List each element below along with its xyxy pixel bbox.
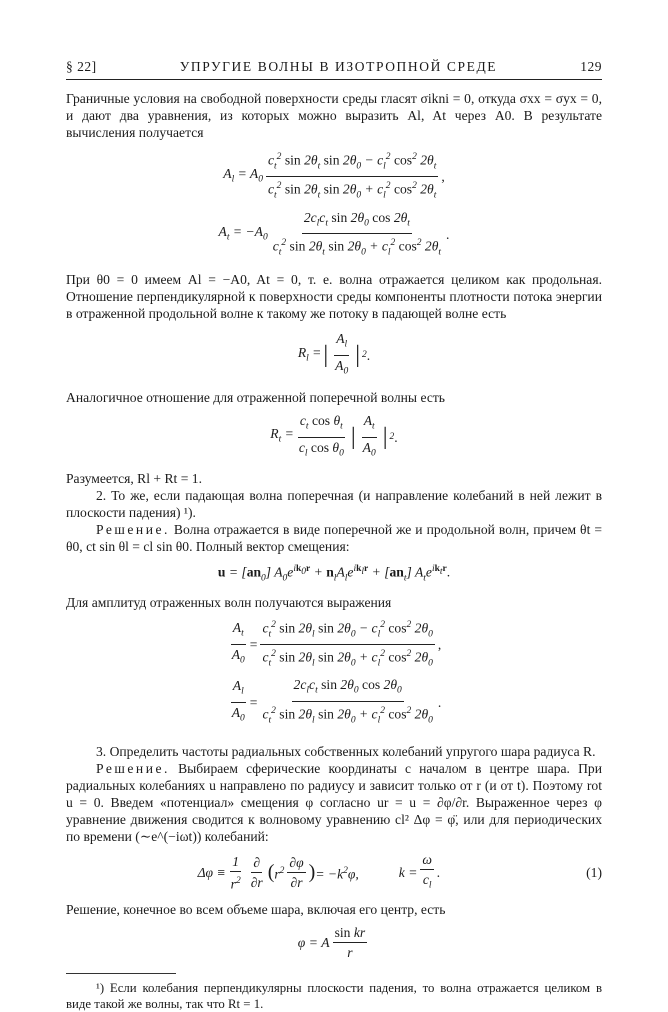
section-ref: § 22] [66,59,97,74]
paragraph-normal-incidence: При θ0 = 0 имеем Al = −A0, At = 0, т. е. волна отражается целиком как продольная. Отношение перпендикулярной к поверхности среды компоненты плотности потока энергии в отраженной продольной волне к такому же потоку в падающей волне есть [66,272,602,322]
equation-phi: φ = A $\frac{\text{sin kr}}{r}$ [297,924,366,960]
solution-3-text: Выбираем сферические координаты с началом в центре шара. При радиальных колебаниях u направлено по радиусу и зависит только от r (и от t). Поэтому rot u = 0. Введем «потенциал» смещения φ согласно ur = u = ∂φ/∂r. Выраженное через φ уравнение движения сводится к волновому уравнению cl² Δφ = φ̈, или для периодических по времени (∼e^(−iωt)) колебаний: [66,761,602,845]
running-title: УПРУГИЕ ВОЛНЫ В ИЗОТРОПНОЙ СРЕДЕ [179,59,498,74]
paragraph-sum: Разумеется, Rl + Rt = 1. [66,471,202,487]
equation-Al: $A_l = A_0$ $\frac{c_t^2 \sin 2\theta_t \sin 2\theta_0 - c_l^2 \cos^2 2\theta_t}{c_t^2 \sin 2\theta_t \sin 2\theta_0 + c_l^2 \cos^2 2\theta_t}$ , [66,149,602,205]
footnote-rule [66,973,176,974]
equation-At: $A_t = -A_0$ $\frac{2c_lc_t \sin 2\theta_0 \cos 2\theta_t}{c_t^2 \sin 2\theta_t \sin 2\theta_0 + c_l^2 \cos^2 2\theta_t}$ . [218,209,450,258]
page [66,58,602,1012]
problem-3: 3. Определить частоты радиальных собственных колебаний упругого шара радиуса R. [96,744,596,760]
paragraph-transverse-ratio: Аналогичное отношение для отраженной поперечной волны есть [66,389,445,405]
solution-2-text: Волна отражается в виде поперечной же и продольной волн, причем θt = θ0, ct sin θl = cl sin θ0. Полный вектор смещения: [66,522,602,555]
equation-displacement: $u = [an_0] A_0e^{ik_0r} + n_lA_le^{ik_lr} + [an_t]$ $A_te^{ik_tr}$. [217,564,451,584]
equation-At-ratio: $\frac{A_t}{A_0}$ = $\frac{c_t^2 \sin 2\theta_l \sin 2\theta_0 - c_l^2 \cos^2 2\theta_0}{c_t^2 \sin 2\theta_l \sin 2\theta_0 + c_l^2 \cos^2 2\theta_0}$ , [66,617,602,673]
paragraph-finite-solution: Решение, конечное во всем объеме шара, включая его центр, есть [66,901,446,917]
solution-2 [66,521,602,555]
problem-2: 2. То же, если падающая волна поперечная (и направление колебаний в ней лежит в плоскости падения) ¹). [66,488,602,521]
solution-3 [66,760,602,845]
header-rule [66,79,602,80]
running-header [66,58,602,75]
paragraph-boundary-conditions: Граничные условия на свободной поверхности среды гласят σikni = 0, откуда σxx = σyx = 0, и дают два уравнения, из которых можно выразить Al, At через A0. В результате вычисления получается [66,91,602,140]
solution-label: Решение. [96,522,170,538]
solution-label: Решение. [96,761,170,777]
page-number: 129 [580,59,602,74]
paragraph-amplitudes: Для амплитуд отраженных волн получаются выражения [66,594,392,610]
footnote: ¹) Если колебания перпендикулярны плоскости падения, то волна отражается целиком в виде такой же волны, так что Rt = 1. [66,980,602,1011]
equation-Al-ratio: $\frac{A_l}{A_0}$ = $\frac{2c_lc_t \sin 2\theta_0 \cos 2\theta_0}{c_t^2 \sin 2\theta_l \sin 2\theta_0 + c_l^2 \cos^2 2\theta_0}$ . [231,677,442,726]
equation-Rt: $R_t$ = $\frac{c_t \cos \theta_t}{c_l \cos \theta_0}$ | $\frac{A_t}{A_0}$ | 2 . [270,412,398,459]
equation-1: Δφ ≡ $\frac{1}{r^2}$ $\frac{\partial}{\partial r}$ ( $r^2$ $\frac{\partial\varphi}{\partial r}$ ) = $-k^2\varphi$, k = $\frac{\omega}{c_l}$ . (1) [197,852,602,892]
equation-number: (1) [586,865,602,881]
equation-Rl: $R_l$ = | $\frac{A_l}{A_0}$ | 2 . [297,331,371,377]
